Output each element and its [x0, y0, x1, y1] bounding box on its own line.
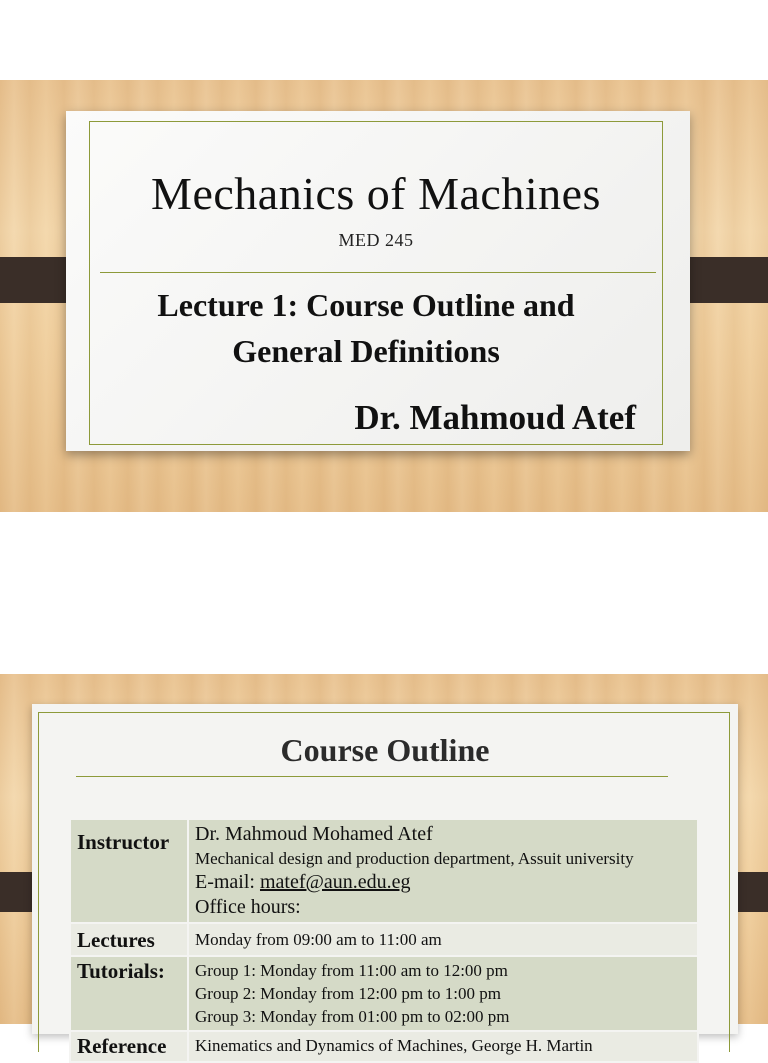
office-hours: Office hours:: [195, 896, 301, 918]
table-row-lectures: [70, 923, 698, 956]
instructor-department: Mechanical design and production department, Assuit university: [195, 849, 634, 868]
instructor-details: [188, 819, 698, 923]
row-header-instructor: Instructor: [70, 819, 188, 923]
row-header-tutorials: Tutorials:: [70, 956, 188, 1031]
tutorials-schedule: [188, 956, 698, 1031]
outline-card: [32, 704, 738, 1058]
lecture-title-line-1: Lecture 1: Course Outline and: [157, 287, 575, 323]
author-name: Dr. Mahmoud Atef: [354, 398, 636, 437]
title-card-frame: [89, 121, 663, 445]
course-code: MED 245: [338, 230, 414, 250]
table-row-instructor: [70, 819, 698, 923]
outline-divider: [76, 776, 668, 777]
slide-title: Mechanics of Machines: [151, 168, 601, 219]
title-card: [66, 111, 690, 451]
reference-book: Kinematics and Dynamics of Machines, George H. Martin: [188, 1031, 698, 1062]
lecture-title: [106, 282, 626, 374]
email-label: E-mail:: [195, 871, 255, 893]
title-slide: [0, 80, 768, 512]
tutorial-group-3: Group 3: Monday from 01:00 pm to 02:00 pm: [195, 1007, 510, 1026]
title-divider: [100, 272, 656, 273]
row-header-reference: Reference: [70, 1031, 188, 1062]
tutorial-group-2: Group 2: Monday from 12:00 pm to 1:00 pm: [195, 984, 501, 1003]
tutorial-group-1: Group 1: Monday from 11:00 am to 12:00 pm: [195, 961, 508, 980]
table-row-tutorials: [70, 956, 698, 1031]
outline-title: Course Outline: [280, 732, 490, 768]
row-header-lectures: Lectures: [70, 923, 188, 956]
instructor-name: Dr. Mahmoud Mohamed Atef: [195, 823, 433, 845]
lectures-schedule: Monday from 09:00 am to 11:00 am: [188, 923, 698, 956]
instructor-email-line: [195, 870, 691, 895]
course-outline-slide: [0, 674, 768, 1058]
email-link[interactable]: matef@aun.edu.eg: [259, 871, 411, 893]
course-outline-table: [69, 818, 699, 1063]
lecture-title-line-2: General Definitions: [232, 333, 500, 369]
table-row-reference: [70, 1031, 698, 1062]
